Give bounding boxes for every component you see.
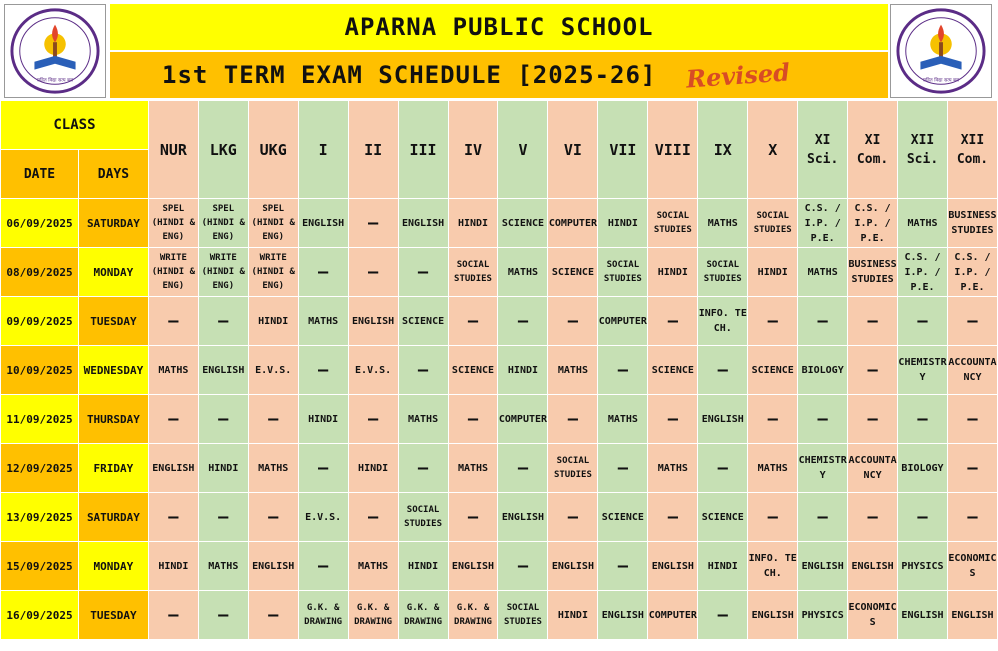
subject-cell: – xyxy=(947,395,997,444)
subject-cell: – xyxy=(198,297,248,346)
subject-cell: – xyxy=(848,346,898,395)
subject-cell: HINDI xyxy=(148,542,198,591)
date-cell: 09/09/2025 xyxy=(1,297,79,346)
subject-cell: SOCIAL STUDIES xyxy=(698,248,748,297)
subject-cell: CHEMISTRY xyxy=(798,444,848,493)
class-header: CLASS xyxy=(1,101,149,150)
revised-label: Revised xyxy=(685,56,792,94)
subject-cell: HINDI xyxy=(398,542,448,591)
subject-cell: MATHS xyxy=(148,346,198,395)
subject-cell: – xyxy=(548,493,598,542)
subject-cell: – xyxy=(198,395,248,444)
col-header: NUR xyxy=(148,101,198,199)
subject-cell: ENGLISH xyxy=(198,346,248,395)
col-header: II xyxy=(348,101,398,199)
subject-cell: – xyxy=(348,493,398,542)
subject-cell: ENGLISH xyxy=(348,297,398,346)
day-cell: TUESDAY xyxy=(78,297,148,346)
subject-cell: ENGLISH xyxy=(498,493,548,542)
subject-cell: MATHS xyxy=(348,542,398,591)
subject-cell: BUSINESS STUDIES xyxy=(848,248,898,297)
subject-cell: ENGLISH xyxy=(848,542,898,591)
subject-cell: – xyxy=(448,493,498,542)
date-cell: 10/09/2025 xyxy=(1,346,79,395)
day-cell: SATURDAY xyxy=(78,199,148,248)
subject-cell: MATHS xyxy=(648,444,698,493)
subject-cell: ECONOMICS xyxy=(947,542,997,591)
subject-cell: MATHS xyxy=(398,395,448,444)
subject-cell: – xyxy=(798,493,848,542)
subject-cell: – xyxy=(298,444,348,493)
subject-cell: E.V.S. xyxy=(348,346,398,395)
subject-cell: MATHS xyxy=(898,199,948,248)
date-cell: 16/09/2025 xyxy=(1,591,79,640)
subject-cell: G.K. & DRAWING xyxy=(448,591,498,640)
subject-cell: – xyxy=(248,493,298,542)
col-header: XI Com. xyxy=(848,101,898,199)
subject-cell: – xyxy=(298,248,348,297)
subject-cell: – xyxy=(748,395,798,444)
subject-cell: – xyxy=(348,199,398,248)
col-header: XI Sci. xyxy=(798,101,848,199)
subject-cell: – xyxy=(898,493,948,542)
subject-cell: MATHS xyxy=(598,395,648,444)
schedule-row xyxy=(1,591,998,640)
date-cell: 12/09/2025 xyxy=(1,444,79,493)
subject-cell: G.K. & DRAWING xyxy=(398,591,448,640)
subject-cell: – xyxy=(698,591,748,640)
subject-cell: WRITE (HINDI & ENG) xyxy=(198,248,248,297)
col-header: I xyxy=(298,101,348,199)
subject-cell: ENGLISH xyxy=(398,199,448,248)
subject-cell: SOCIAL STUDIES xyxy=(498,591,548,640)
col-header: IV xyxy=(448,101,498,199)
schedule-body xyxy=(1,199,998,640)
subject-cell: – xyxy=(198,591,248,640)
schedule-row xyxy=(1,297,998,346)
col-header: XII Com. xyxy=(947,101,997,199)
schedule-table xyxy=(0,100,998,640)
school-emblem-icon xyxy=(5,5,105,97)
schedule-row xyxy=(1,444,998,493)
subject-cell: SPEL (HINDI & ENG) xyxy=(198,199,248,248)
subject-cell: ENGLISH xyxy=(947,591,997,640)
school-name: APARNA PUBLIC SCHOOL xyxy=(110,4,888,50)
subject-cell: ENGLISH xyxy=(248,542,298,591)
subject-cell: C.S. / I.P. / P.E. xyxy=(947,248,997,297)
subject-cell: MATHS xyxy=(248,444,298,493)
subject-cell: – xyxy=(947,493,997,542)
days-header: DAYS xyxy=(78,150,148,199)
subject-cell: MATHS xyxy=(548,346,598,395)
subject-cell: – xyxy=(598,346,648,395)
subject-cell: – xyxy=(298,346,348,395)
subject-cell: – xyxy=(598,444,648,493)
subject-cell: MATHS xyxy=(698,199,748,248)
subject-cell: MATHS xyxy=(798,248,848,297)
subject-cell: COMPUTER xyxy=(548,199,598,248)
subject-cell: HINDI xyxy=(598,199,648,248)
col-header: LKG xyxy=(198,101,248,199)
col-header: XII Sci. xyxy=(898,101,948,199)
subject-cell: MATHS xyxy=(298,297,348,346)
col-header: UKG xyxy=(248,101,298,199)
schedule-row xyxy=(1,346,998,395)
subject-cell: SCIENCE xyxy=(698,493,748,542)
subject-cell: HINDI xyxy=(748,248,798,297)
subject-cell: COMPUTER xyxy=(648,591,698,640)
subject-cell: ENGLISH xyxy=(748,591,798,640)
subject-cell: ECONOMICS xyxy=(848,591,898,640)
subject-cell: INFO. TECH. xyxy=(748,542,798,591)
subject-cell: C.S. / I.P. / P.E. xyxy=(798,199,848,248)
subject-cell: E.V.S. xyxy=(298,493,348,542)
subject-cell: WRITE (HINDI & ENG) xyxy=(248,248,298,297)
school-emblem-icon xyxy=(891,5,991,97)
subject-cell: – xyxy=(648,493,698,542)
day-cell: FRIDAY xyxy=(78,444,148,493)
subject-cell: – xyxy=(598,542,648,591)
subject-cell: HINDI xyxy=(248,297,298,346)
subject-cell: ENGLISH xyxy=(448,542,498,591)
subject-cell: CHEMISTRY xyxy=(898,346,948,395)
subject-cell: – xyxy=(498,297,548,346)
subject-cell: – xyxy=(648,297,698,346)
day-cell: MONDAY xyxy=(78,542,148,591)
day-cell: THURSDAY xyxy=(78,395,148,444)
subject-cell: – xyxy=(398,444,448,493)
subject-cell: PHYSICS xyxy=(898,542,948,591)
schedule-title-bar xyxy=(110,52,888,98)
day-cell: MONDAY xyxy=(78,248,148,297)
school-logo-left xyxy=(4,4,106,98)
schedule-row xyxy=(1,248,998,297)
col-header: VI xyxy=(548,101,598,199)
subject-cell: – xyxy=(198,493,248,542)
subject-cell: PHYSICS xyxy=(798,591,848,640)
subject-cell: E.V.S. xyxy=(248,346,298,395)
subject-cell: – xyxy=(898,395,948,444)
subject-cell: – xyxy=(498,542,548,591)
day-cell: SATURDAY xyxy=(78,493,148,542)
subject-cell: – xyxy=(698,346,748,395)
subject-cell: SOCIAL STUDIES xyxy=(398,493,448,542)
svg-text:सहित विद्या सत्य बल: सहित विद्या सत्य बल xyxy=(36,77,74,84)
subject-cell: – xyxy=(298,542,348,591)
subject-cell: ENGLISH xyxy=(698,395,748,444)
subject-cell: C.S. / I.P. / P.E. xyxy=(848,199,898,248)
subject-cell: – xyxy=(748,297,798,346)
svg-text:सहित विद्या सत्य बल: सहित विद्या सत्य बल xyxy=(922,77,960,84)
subject-cell: HINDI xyxy=(498,346,548,395)
subject-cell: MATHS xyxy=(498,248,548,297)
subject-cell: – xyxy=(947,444,997,493)
subject-cell: – xyxy=(548,395,598,444)
subject-cell: MATHS xyxy=(448,444,498,493)
subject-cell: – xyxy=(248,395,298,444)
date-cell: 11/09/2025 xyxy=(1,395,79,444)
schedule-row xyxy=(1,395,998,444)
subject-cell: – xyxy=(398,248,448,297)
col-header: X xyxy=(748,101,798,199)
schedule-row xyxy=(1,493,998,542)
subject-cell: SCIENCE xyxy=(398,297,448,346)
date-cell: 08/09/2025 xyxy=(1,248,79,297)
subject-cell: SOCIAL STUDIES xyxy=(548,444,598,493)
subject-cell: – xyxy=(648,395,698,444)
subject-cell: ENGLISH xyxy=(548,542,598,591)
col-header: III xyxy=(398,101,448,199)
subject-cell: – xyxy=(448,395,498,444)
subject-cell: SCIENCE xyxy=(448,346,498,395)
date-cell: 06/09/2025 xyxy=(1,199,79,248)
col-header: VII xyxy=(598,101,648,199)
subject-cell: – xyxy=(848,297,898,346)
subject-cell: SCIENCE xyxy=(648,346,698,395)
subject-cell: BUSINESS STUDIES xyxy=(947,199,997,248)
subject-cell: – xyxy=(848,395,898,444)
subject-cell: – xyxy=(498,444,548,493)
schedule-title: 1st TERM EXAM SCHEDULE [2025-26] xyxy=(162,61,657,89)
subject-cell: HINDI xyxy=(298,395,348,444)
subject-cell: – xyxy=(148,493,198,542)
subject-cell: SCIENCE xyxy=(598,493,648,542)
subject-cell: – xyxy=(748,493,798,542)
subject-cell: – xyxy=(848,493,898,542)
subject-cell: SCIENCE xyxy=(548,248,598,297)
subject-cell: SCIENCE xyxy=(748,346,798,395)
col-header: V xyxy=(498,101,548,199)
schedule-row xyxy=(1,199,998,248)
subject-cell: HINDI xyxy=(448,199,498,248)
subject-cell: BIOLOGY xyxy=(898,444,948,493)
subject-cell: – xyxy=(798,395,848,444)
subject-cell: – xyxy=(148,591,198,640)
subject-cell: HINDI xyxy=(698,542,748,591)
subject-cell: – xyxy=(148,395,198,444)
subject-cell: ENGLISH xyxy=(148,444,198,493)
subject-cell: ENGLISH xyxy=(798,542,848,591)
subject-cell: BIOLOGY xyxy=(798,346,848,395)
date-cell: 15/09/2025 xyxy=(1,542,79,591)
col-header: IX xyxy=(698,101,748,199)
day-cell: WEDNESDAY xyxy=(78,346,148,395)
subject-cell: – xyxy=(248,591,298,640)
subject-cell: ENGLISH xyxy=(648,542,698,591)
subject-cell: – xyxy=(348,248,398,297)
subject-cell: C.S. / I.P. / P.E. xyxy=(898,248,948,297)
subject-cell: SOCIAL STUDIES xyxy=(598,248,648,297)
subject-cell: – xyxy=(798,297,848,346)
subject-cell: ENGLISH xyxy=(898,591,948,640)
col-header: VIII xyxy=(648,101,698,199)
subject-cell: HINDI xyxy=(198,444,248,493)
subject-cell: – xyxy=(148,297,198,346)
subject-cell: ENGLISH xyxy=(298,199,348,248)
subject-cell: G.K. & DRAWING xyxy=(348,591,398,640)
subject-cell: ACCOUNTANCY xyxy=(947,346,997,395)
subject-cell: SOCIAL STUDIES xyxy=(648,199,698,248)
subject-cell: – xyxy=(548,297,598,346)
subject-cell: SOCIAL STUDIES xyxy=(748,199,798,248)
subject-cell: G.K. & DRAWING xyxy=(298,591,348,640)
date-cell: 13/09/2025 xyxy=(1,493,79,542)
subject-cell: HINDI xyxy=(348,444,398,493)
subject-cell: SPEL (HINDI & ENG) xyxy=(248,199,298,248)
subject-cell: ACCOUNTANCY xyxy=(848,444,898,493)
school-logo-right xyxy=(890,4,992,98)
subject-cell: INFO. TECH. xyxy=(698,297,748,346)
schedule-row xyxy=(1,542,998,591)
subject-cell: SOCIAL STUDIES xyxy=(448,248,498,297)
subject-cell: MATHS xyxy=(748,444,798,493)
subject-cell: – xyxy=(448,297,498,346)
subject-cell: HINDI xyxy=(648,248,698,297)
day-cell: TUESDAY xyxy=(78,591,148,640)
subject-cell: MATHS xyxy=(198,542,248,591)
subject-cell: – xyxy=(398,346,448,395)
subject-cell: – xyxy=(947,297,997,346)
subject-cell: – xyxy=(898,297,948,346)
subject-cell: WRITE (HINDI & ENG) xyxy=(148,248,198,297)
subject-cell: SPEL (HINDI & ENG) xyxy=(148,199,198,248)
subject-cell: SCIENCE xyxy=(498,199,548,248)
subject-cell: – xyxy=(348,395,398,444)
date-header: DATE xyxy=(1,150,79,199)
subject-cell: COMPUTER xyxy=(598,297,648,346)
subject-cell: HINDI xyxy=(548,591,598,640)
subject-cell: ENGLISH xyxy=(598,591,648,640)
subject-cell: – xyxy=(698,444,748,493)
subject-cell: COMPUTER xyxy=(498,395,548,444)
